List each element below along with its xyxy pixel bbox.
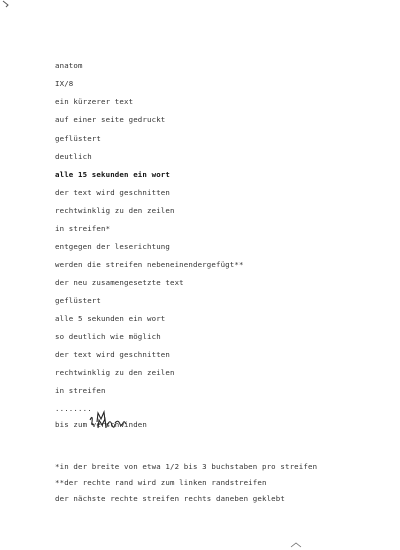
poem-line: auf einer seite gedruckt bbox=[55, 115, 166, 124]
poem-line: ein kürzerer text bbox=[55, 97, 134, 106]
poem-line: in streifen* bbox=[55, 224, 111, 233]
handwritten-signature bbox=[88, 408, 128, 436]
poem-line: entgegen der leserichtung bbox=[55, 242, 170, 251]
footnote: *in der breite von etwa 1/2 bis 3 buchstaben pro streifen bbox=[55, 462, 318, 471]
poem-line: bis zum verschwinden bbox=[55, 420, 147, 429]
poem-line: geflüstert bbox=[55, 296, 101, 305]
poem-line: rechtwinklig zu den zeilen bbox=[55, 368, 175, 377]
footnote: der nächste rechte streifen rechts daneben geklebt bbox=[55, 494, 285, 503]
bottom-tick-mark bbox=[290, 540, 302, 548]
poem-line: in streifen bbox=[55, 386, 106, 395]
poem-date: IX/8 bbox=[55, 79, 74, 88]
poem-line: der neu zusamengesetzte text bbox=[55, 278, 184, 287]
poem-line: deutlich bbox=[55, 152, 92, 161]
footnote: **der rechte rand wird zum linken randstreifen bbox=[55, 478, 267, 487]
poem-line: rechtwinklig zu den zeilen bbox=[55, 206, 175, 215]
corner-mark bbox=[2, 0, 12, 8]
poem-line: alle 5 sekunden ein wort bbox=[55, 314, 166, 323]
poem-line: geflüstert bbox=[55, 134, 101, 143]
poem-title: anatom bbox=[55, 61, 83, 70]
poem-line: der text wird geschnitten bbox=[55, 350, 170, 359]
poem-line: ........ bbox=[55, 404, 92, 413]
poem-line: alle 15 sekunden ein wort bbox=[55, 170, 170, 179]
poem-line: so deutlich wie möglich bbox=[55, 332, 161, 341]
poem-line: werden die streifen nebeneinendergefügt** bbox=[55, 260, 244, 269]
poem-line: der text wird geschnitten bbox=[55, 188, 170, 197]
